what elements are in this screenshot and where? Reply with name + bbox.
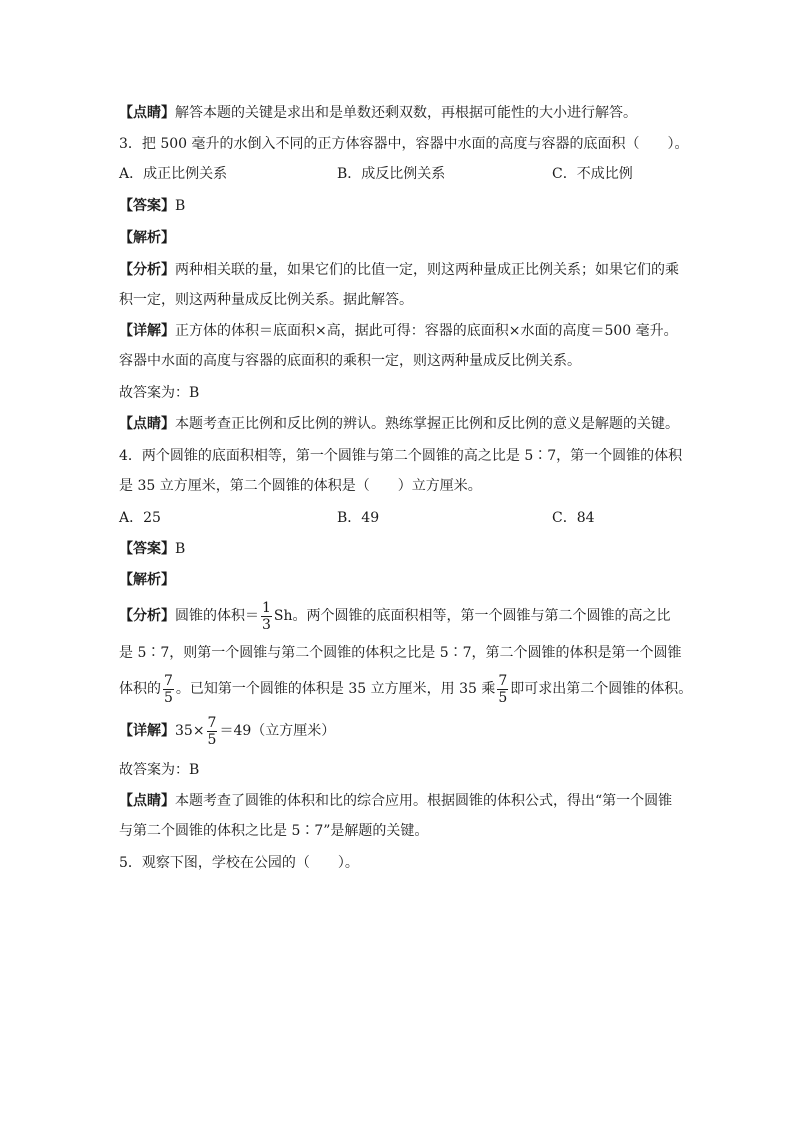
q4-option-a: A．25 bbox=[119, 510, 161, 526]
fraction-numerator: 1 bbox=[262, 599, 271, 616]
q4-final-answer: 故答案为：B bbox=[119, 762, 200, 778]
dianjing-text: 本题考查正比例和反比例的辨认。熟练掌握正比例和反比例的意义是解题的关键。 bbox=[175, 416, 679, 432]
dianjing-text: 解答本题的关键是求出和是单数还剩双数，再根据可能性的大小进行解答。 bbox=[175, 105, 637, 121]
fenxi-text: 体积的 bbox=[119, 681, 161, 697]
fraction-numerator: 7 bbox=[207, 714, 217, 731]
fraction-one-third bbox=[261, 601, 272, 632]
fraction-seven-fifths bbox=[163, 674, 174, 705]
dianjing-tag: 【点睛】 bbox=[119, 416, 175, 432]
xiangjie-text: 正方体的体积＝底面积×高，据此可得：容器的底面积×水面的高度＝500 毫升。 bbox=[175, 323, 678, 339]
dianjing-tag: 【点睛】 bbox=[119, 105, 175, 121]
fenxi-text: 即可求出第二个圆锥的体积。 bbox=[510, 681, 693, 697]
q3-xiangjie-line-1 bbox=[119, 321, 678, 341]
q4-stem-line-1: 4．两个圆锥的底面积相等，第一个圆锥与第二个圆锥的高之比是 5∶7，第一个圆锥的体积 bbox=[119, 448, 683, 464]
q4-option-b: B．49 bbox=[337, 510, 380, 526]
dianjing-tag: 【点睛】 bbox=[119, 793, 175, 809]
fenxi-text: 。已知第一个圆锥的体积是 35 立方厘米，用 35 乘 bbox=[175, 681, 496, 697]
xiangjie-tag: 【详解】 bbox=[119, 723, 175, 739]
fraction-seven-fifths bbox=[497, 674, 508, 705]
dianjing-text: 本题考查了圆锥的体积和比的综合应用。根据圆锥的体积公式，得出“第一个圆锥 bbox=[175, 793, 673, 809]
q3-option-c: C．不成比例 bbox=[552, 166, 633, 182]
q4-dianjing-line-2: 与第二个圆锥的体积之比是 5∶7”是解题的关键。 bbox=[119, 823, 429, 839]
fraction-denominator: 5 bbox=[498, 689, 508, 706]
q3-dianjing-line bbox=[119, 414, 679, 434]
fraction-denominator: 5 bbox=[207, 731, 217, 748]
q3-option-a: A．成正比例关系 bbox=[119, 166, 228, 182]
fraction-denominator: 3 bbox=[262, 616, 271, 633]
q4-option-c: C．84 bbox=[552, 510, 595, 526]
q4-xiangjie-line bbox=[119, 713, 335, 749]
q4-stem-line-2: 是 35 立方厘米，第二个圆锥的体积是（ ）立方厘米。 bbox=[119, 478, 482, 494]
xiangjie-text: 35× bbox=[175, 723, 205, 739]
q3-option-b: B．成反比例关系 bbox=[337, 166, 446, 182]
fenxi-text: 圆锥的体积＝ bbox=[175, 608, 259, 624]
xiangjie-tag: 【详解】 bbox=[119, 323, 175, 339]
fenxi-tag: 【分析】 bbox=[119, 608, 175, 624]
fenxi-tag: 【分析】 bbox=[119, 262, 175, 278]
fraction-numerator: 7 bbox=[498, 672, 508, 689]
fenxi-text: Sh。两个圆锥的底面积相等，第一个圆锥与第二个圆锥的高之比 bbox=[273, 608, 671, 624]
q3-answer-line bbox=[119, 196, 185, 216]
answer-value: B bbox=[175, 541, 186, 557]
q3-stem: 3．把 500 毫升的水倒入不同的正方体容器中，容器中水面的高度与容器的底面积（ ）。 bbox=[119, 136, 689, 152]
q4-analysis-tag: 【解析】 bbox=[119, 572, 175, 588]
q3-xiangjie-line-2: 容器中水面的高度与容器的底面积的乘积一定，则这两种量成反比例关系。 bbox=[119, 353, 581, 369]
q4-fenxi-line-3 bbox=[119, 671, 692, 707]
fraction-seven-fifths bbox=[207, 716, 218, 747]
q4-dianjing-line-1 bbox=[119, 791, 672, 811]
q5-stem: 5．观察下图，学校在公园的（ ）。 bbox=[119, 855, 359, 871]
q3-fenxi-line-1 bbox=[119, 260, 679, 280]
q3-analysis-tag: 【解析】 bbox=[119, 230, 175, 246]
answer-tag: 【答案】 bbox=[119, 198, 175, 214]
q3-final-answer: 故答案为：B bbox=[119, 385, 200, 401]
q3-fenxi-line-2: 积一定，则这两种量成反比例关系。据此解答。 bbox=[119, 292, 413, 308]
q4-fenxi-line-1 bbox=[119, 598, 671, 634]
xiangjie-text: ＝49（立方厘米） bbox=[219, 723, 336, 739]
fenxi-text: 两种相关联的量，如果它们的比值一定，则这两种量成正比例关系；如果它们的乘 bbox=[175, 262, 679, 278]
answer-value: B bbox=[175, 198, 186, 214]
q4-fenxi-line-2: 是 5∶7，则第一个圆锥与第二个圆锥的体积之比是 5∶7，第二个圆锥的体积是第一个圆锥 bbox=[119, 645, 682, 661]
fraction-denominator: 5 bbox=[164, 689, 173, 706]
q4-answer-line bbox=[119, 539, 185, 559]
answer-tag: 【答案】 bbox=[119, 541, 175, 557]
q2-dianjing-line bbox=[119, 103, 637, 123]
fraction-numerator: 7 bbox=[164, 672, 173, 689]
